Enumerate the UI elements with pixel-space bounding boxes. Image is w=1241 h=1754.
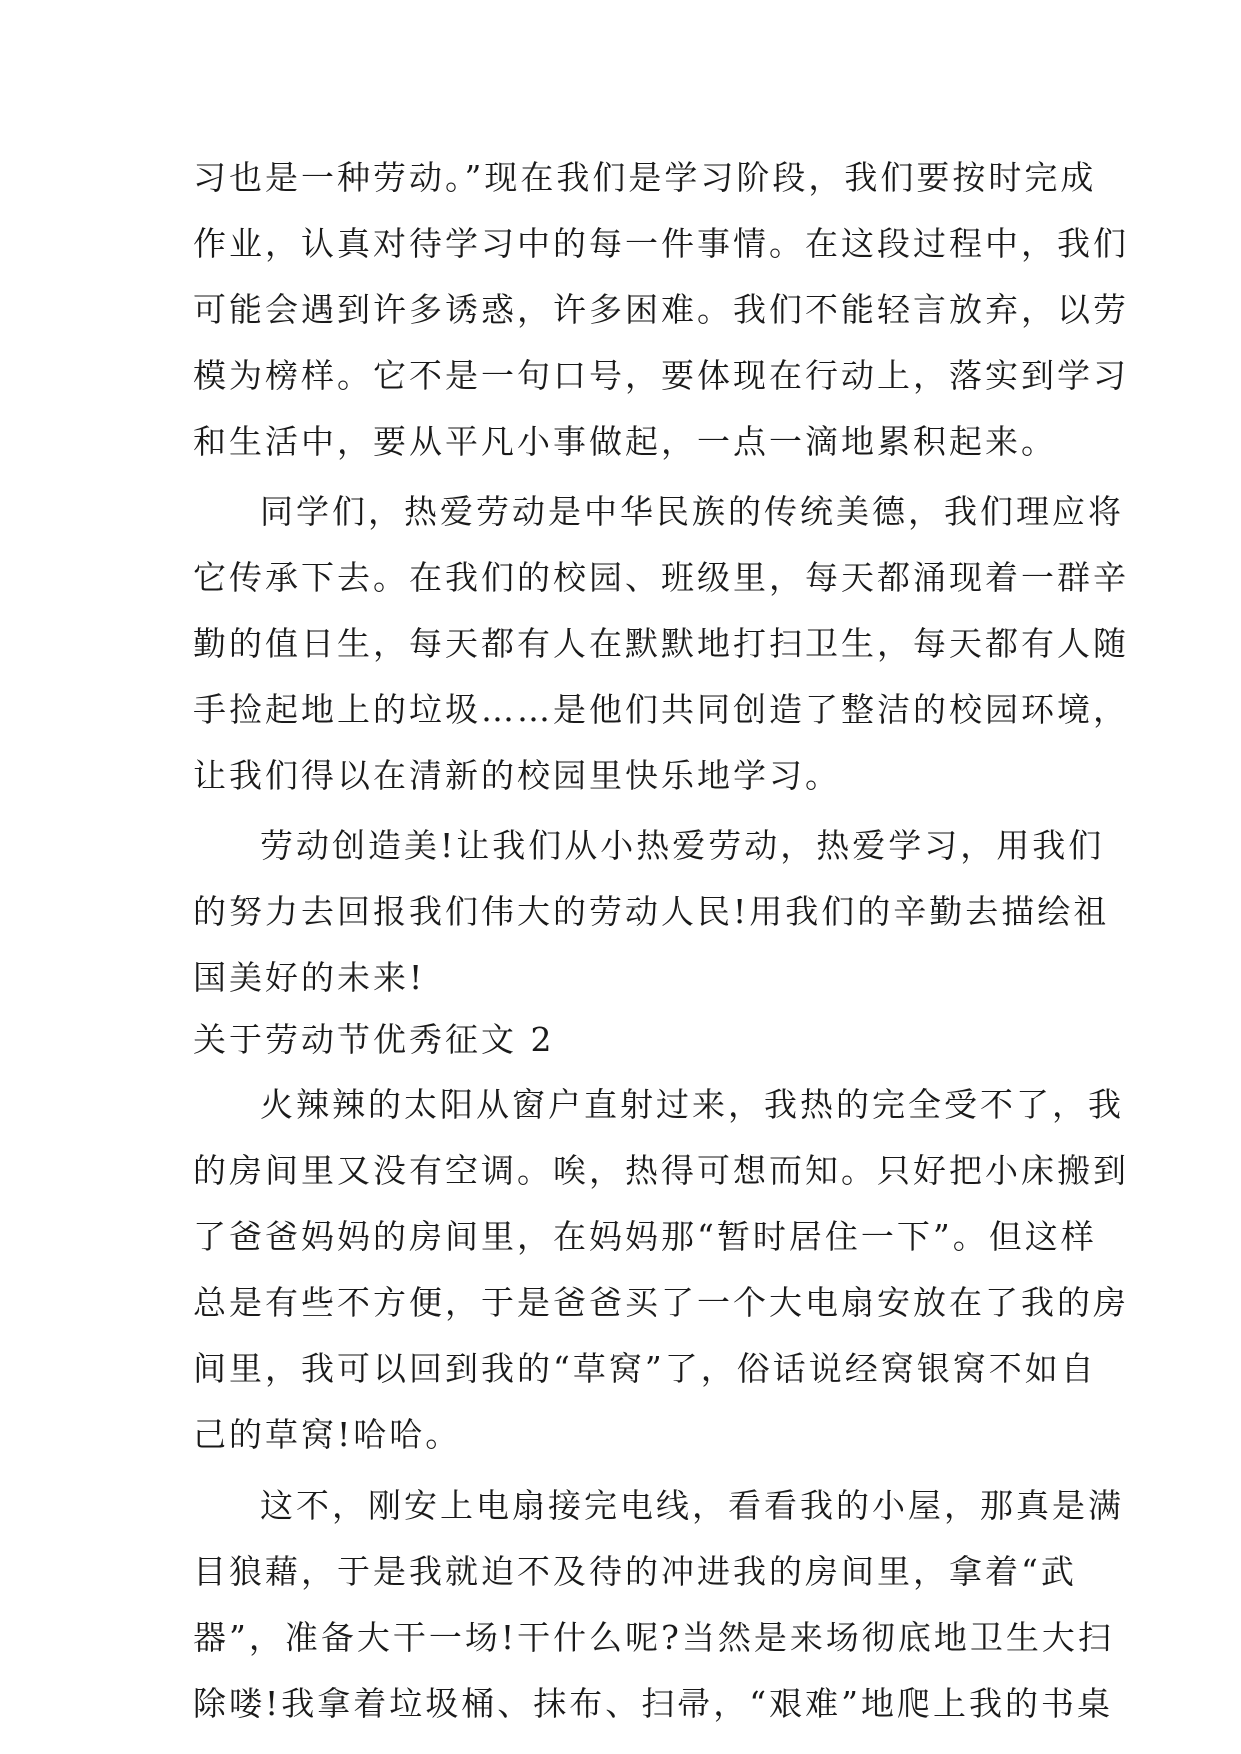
text-line: 同学们，热爱劳动是中华民族的传统美德，我们理应将: [260, 492, 1124, 531]
text-line: 和生活中，要从平凡小事做起，一点一滴地累积起来。: [193, 422, 1057, 461]
text-line: 作业，认真对待学习中的每一件事情。在这段过程中，我们: [193, 224, 1129, 263]
text-line: 目狼藉，于是我就迫不及待的冲进我的房间里，拿着“武: [193, 1552, 1077, 1591]
text-line: 的努力去回报我们伟大的劳动人民!用我们的辛勤去描绘祖: [193, 892, 1110, 931]
text-line: 这不，刚安上电扇接完电线，看看我的小屋，那真是满: [260, 1486, 1124, 1525]
text-line: 它传承下去。在我们的校园、班级里，每天都涌现着一群辛: [193, 558, 1129, 597]
section-heading: 关于劳动节优秀征文 2: [193, 1020, 555, 1059]
text-line: 间里，我可以回到我的“草窝”了，俗话说经窝银窝不如自: [193, 1349, 1097, 1388]
text-line: 除喽!我拿着垃圾桶、抹布、扫帚，“艰难”地爬上我的书桌: [193, 1684, 1114, 1723]
text-line: 模为榜样。它不是一句口号，要体现在行动上，落实到学习: [193, 356, 1129, 395]
text-line: 火辣辣的太阳从窗户直射过来，我热的完全受不了，我: [260, 1085, 1124, 1124]
text-line: 国美好的未来!: [193, 958, 426, 997]
text-line: 器”，准备大干一场!干什么呢?当然是来场彻底地卫生大扫: [193, 1618, 1114, 1657]
text-line: 勤的值日生，每天都有人在默默地打扫卫生，每天都有人随: [193, 624, 1129, 663]
text-line: 习也是一种劳动。”现在我们是学习阶段，我们要按时完成: [193, 158, 1097, 197]
text-line: 手捡起地上的垃圾……是他们共同创造了整洁的校园环境，: [193, 690, 1129, 729]
text-line: 的房间里又没有空调。唉，热得可想而知。只好把小床搬到: [193, 1151, 1129, 1190]
text-line: 了爸爸妈妈的房间里，在妈妈那“暂时居住一下”。但这样: [193, 1217, 1097, 1256]
text-line: 总是有些不方便，于是爸爸买了一个大电扇安放在了我的房: [193, 1283, 1129, 1322]
text-line: 劳动创造美!让我们从小热爱劳动，热爱学习，用我们: [260, 826, 1105, 865]
text-line: 可能会遇到许多诱惑，许多困难。我们不能轻言放弃，以劳: [193, 290, 1129, 329]
text-line: 让我们得以在清新的校园里快乐地学习。: [193, 756, 841, 795]
text-line: 己的草窝!哈哈。: [193, 1415, 462, 1454]
